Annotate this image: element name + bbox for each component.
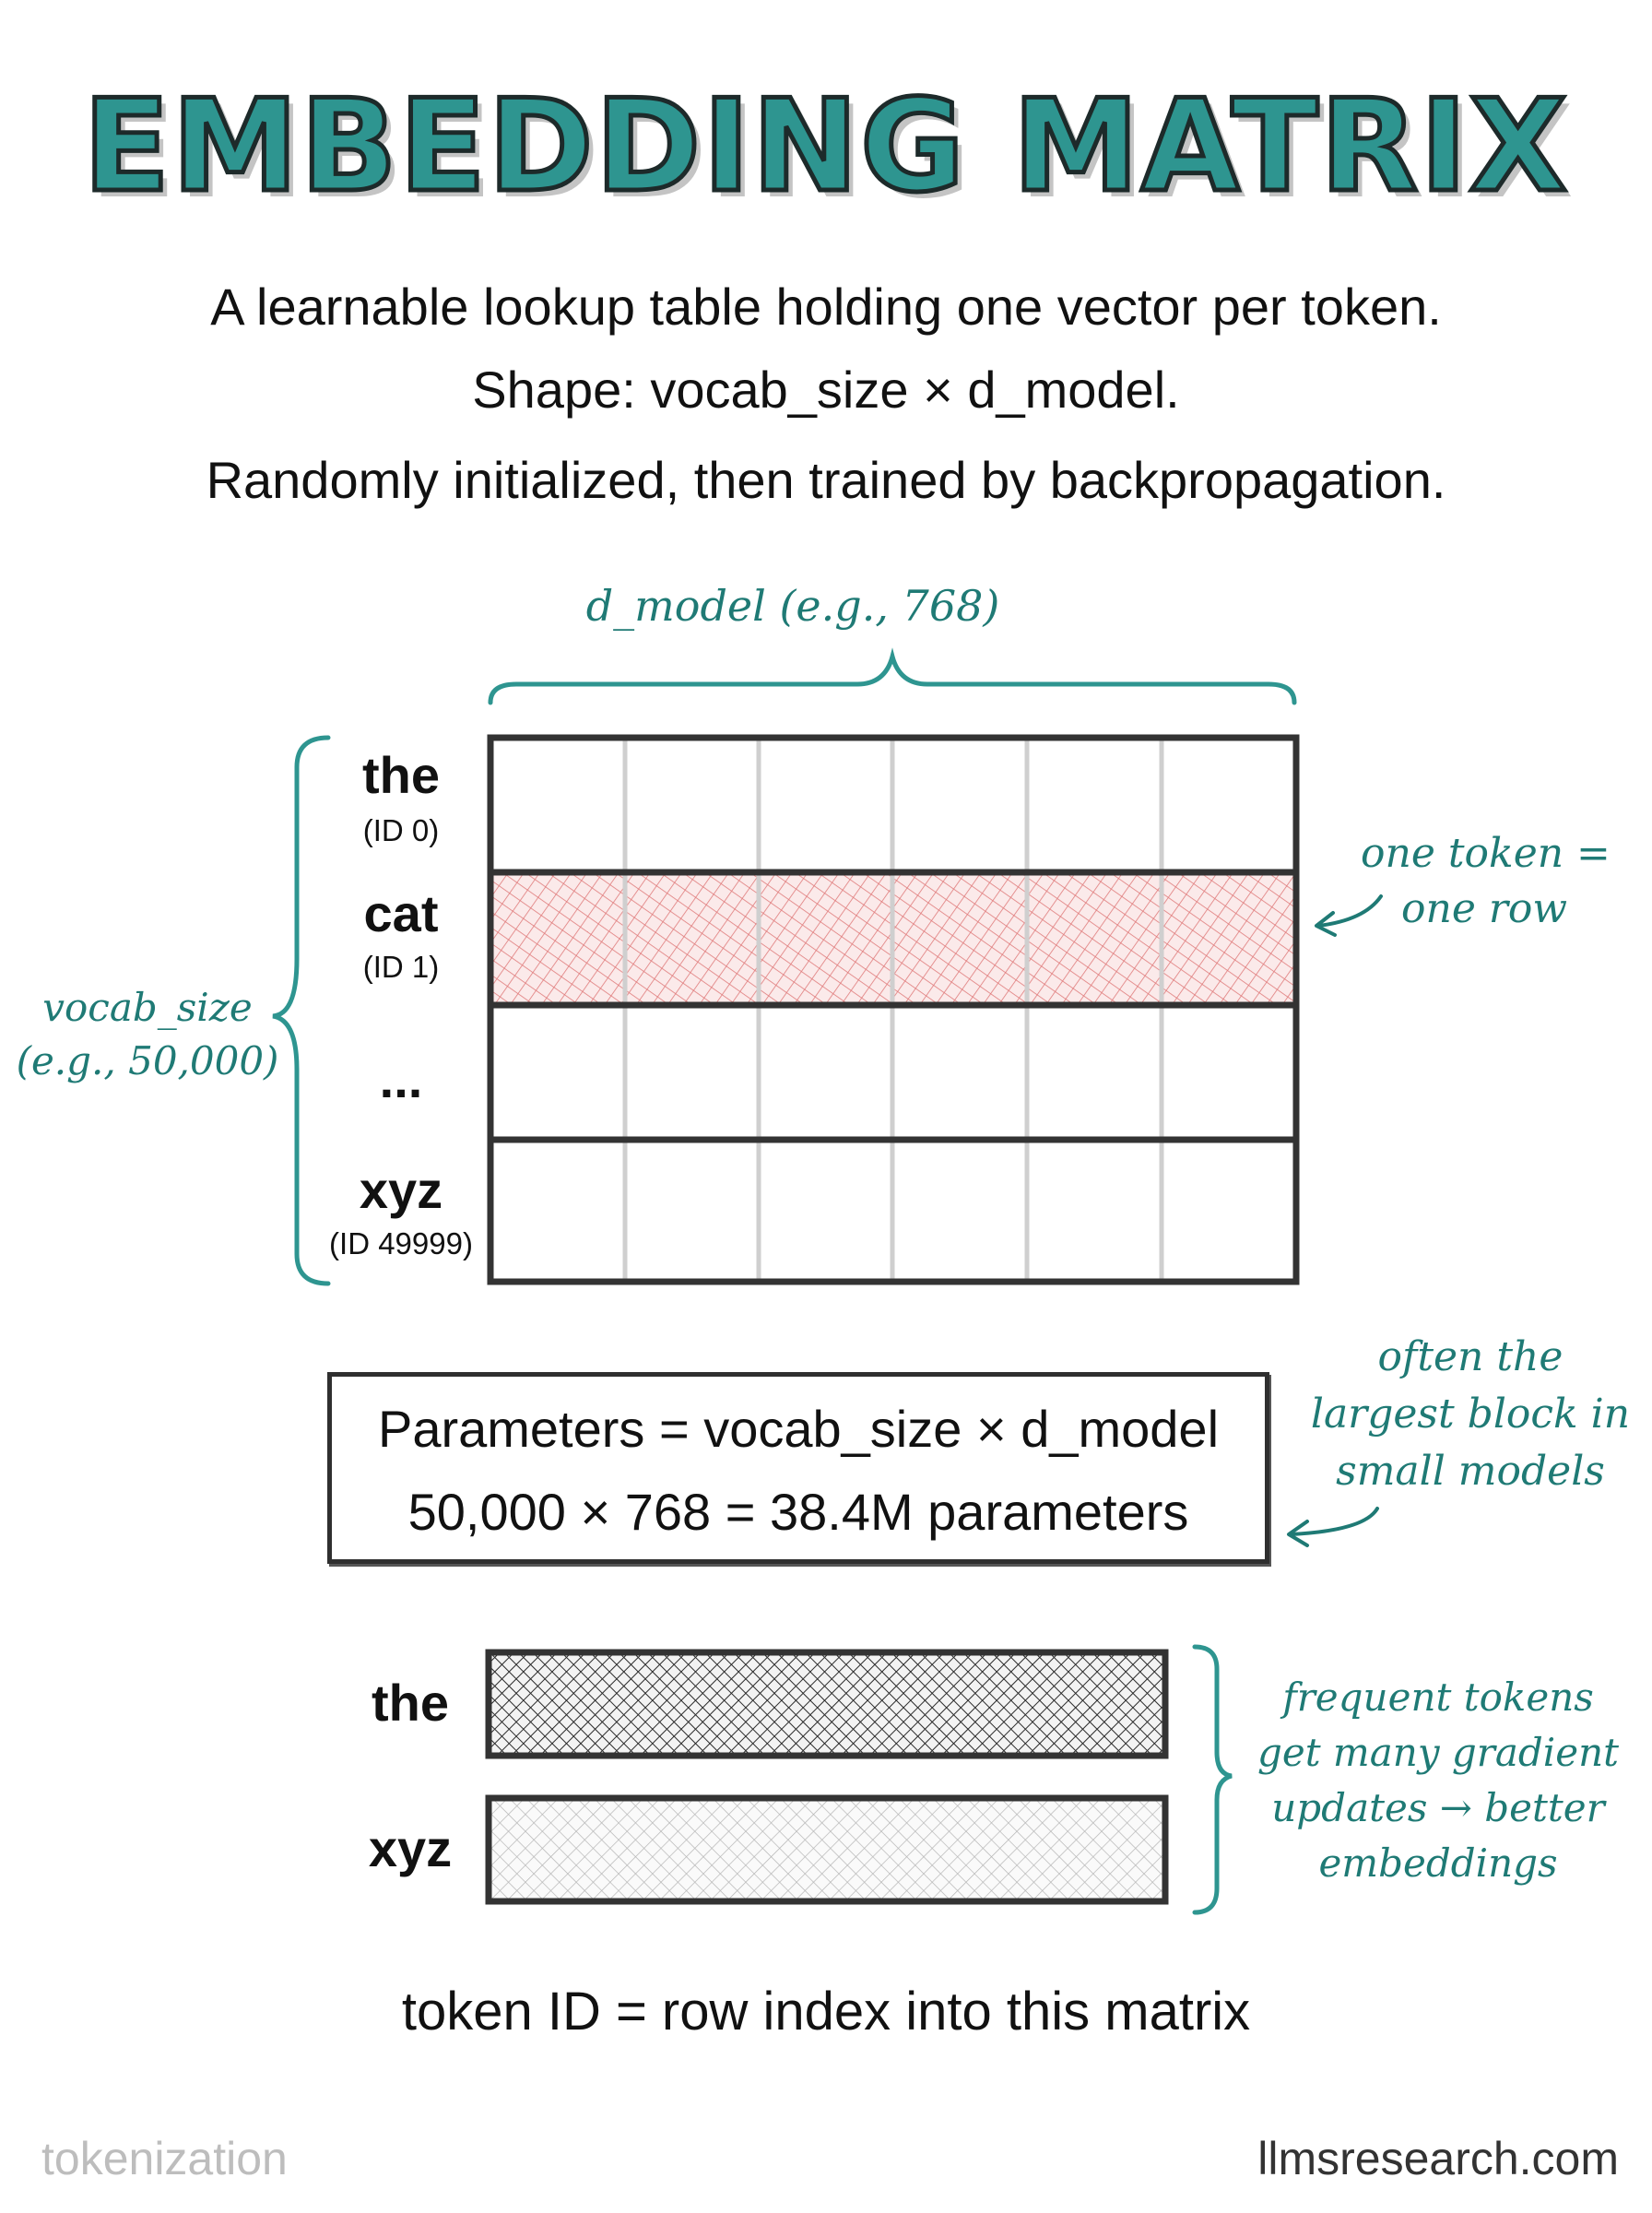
subtitle-line-1: A learnable lookup table holding one vector per token. xyxy=(210,278,1442,336)
formula-line-1: Parameters = vocab_size × d_model xyxy=(377,1400,1220,1458)
row-dimension-label-line2: (e.g., 50,000) xyxy=(16,1038,279,1083)
formula-note-line3: small models xyxy=(1336,1448,1605,1495)
row-note-arrow xyxy=(1318,896,1381,926)
row-token-the: the xyxy=(362,746,440,804)
formula-box xyxy=(327,1372,1269,1564)
row-dimension-label-line1: vocab_size xyxy=(42,985,253,1030)
bar-label-the: the xyxy=(372,1674,449,1732)
row-id-cat: (ID 1) xyxy=(362,950,440,984)
column-brace xyxy=(490,657,1294,703)
row-brace xyxy=(273,738,328,1284)
comparison-note-line2: get many gradient xyxy=(1257,1730,1620,1775)
comparison-note-line3: updates → better xyxy=(1271,1785,1605,1830)
row-id-the: (ID 0) xyxy=(362,813,440,847)
comparison-note-line4: embeddings xyxy=(1318,1840,1558,1886)
row-note-line1: one token = xyxy=(1361,830,1611,877)
bar-label-xyz: xyz xyxy=(368,1819,453,1877)
formula-note-arrow xyxy=(1291,1509,1377,1534)
subtitle-line-3: Randomly initialized, then trained by backpropagation. xyxy=(206,451,1446,509)
row-id-xyz: (ID 49999) xyxy=(329,1226,473,1260)
comparison-brace xyxy=(1195,1647,1232,1912)
row-token-ellipsis: ... xyxy=(379,1050,423,1108)
matrix-column-lines xyxy=(625,738,1162,1282)
footer-site: llmsresearch.com xyxy=(1257,2133,1619,2184)
footnote: token ID = row index into this matrix xyxy=(401,1982,1251,2041)
row-token-xyz: xyz xyxy=(359,1161,443,1219)
row-note-line2: one row xyxy=(1401,885,1568,932)
comparison-note-line1: frequent tokens xyxy=(1282,1675,1594,1720)
column-dimension-label: d_model (e.g., 768) xyxy=(585,581,1000,631)
page-title: EMBEDDING MATRIX xyxy=(83,72,1569,220)
formula-note-line2: largest block in xyxy=(1310,1391,1631,1438)
formula-note-line1: often the xyxy=(1377,1333,1564,1380)
formula-line-2: 50,000 × 768 = 38.4M parameters xyxy=(407,1483,1189,1541)
row-token-cat: cat xyxy=(363,884,439,942)
subtitle-line-2: Shape: vocab_size × d_model. xyxy=(472,361,1180,419)
footer-topic: tokenization xyxy=(41,2133,288,2184)
